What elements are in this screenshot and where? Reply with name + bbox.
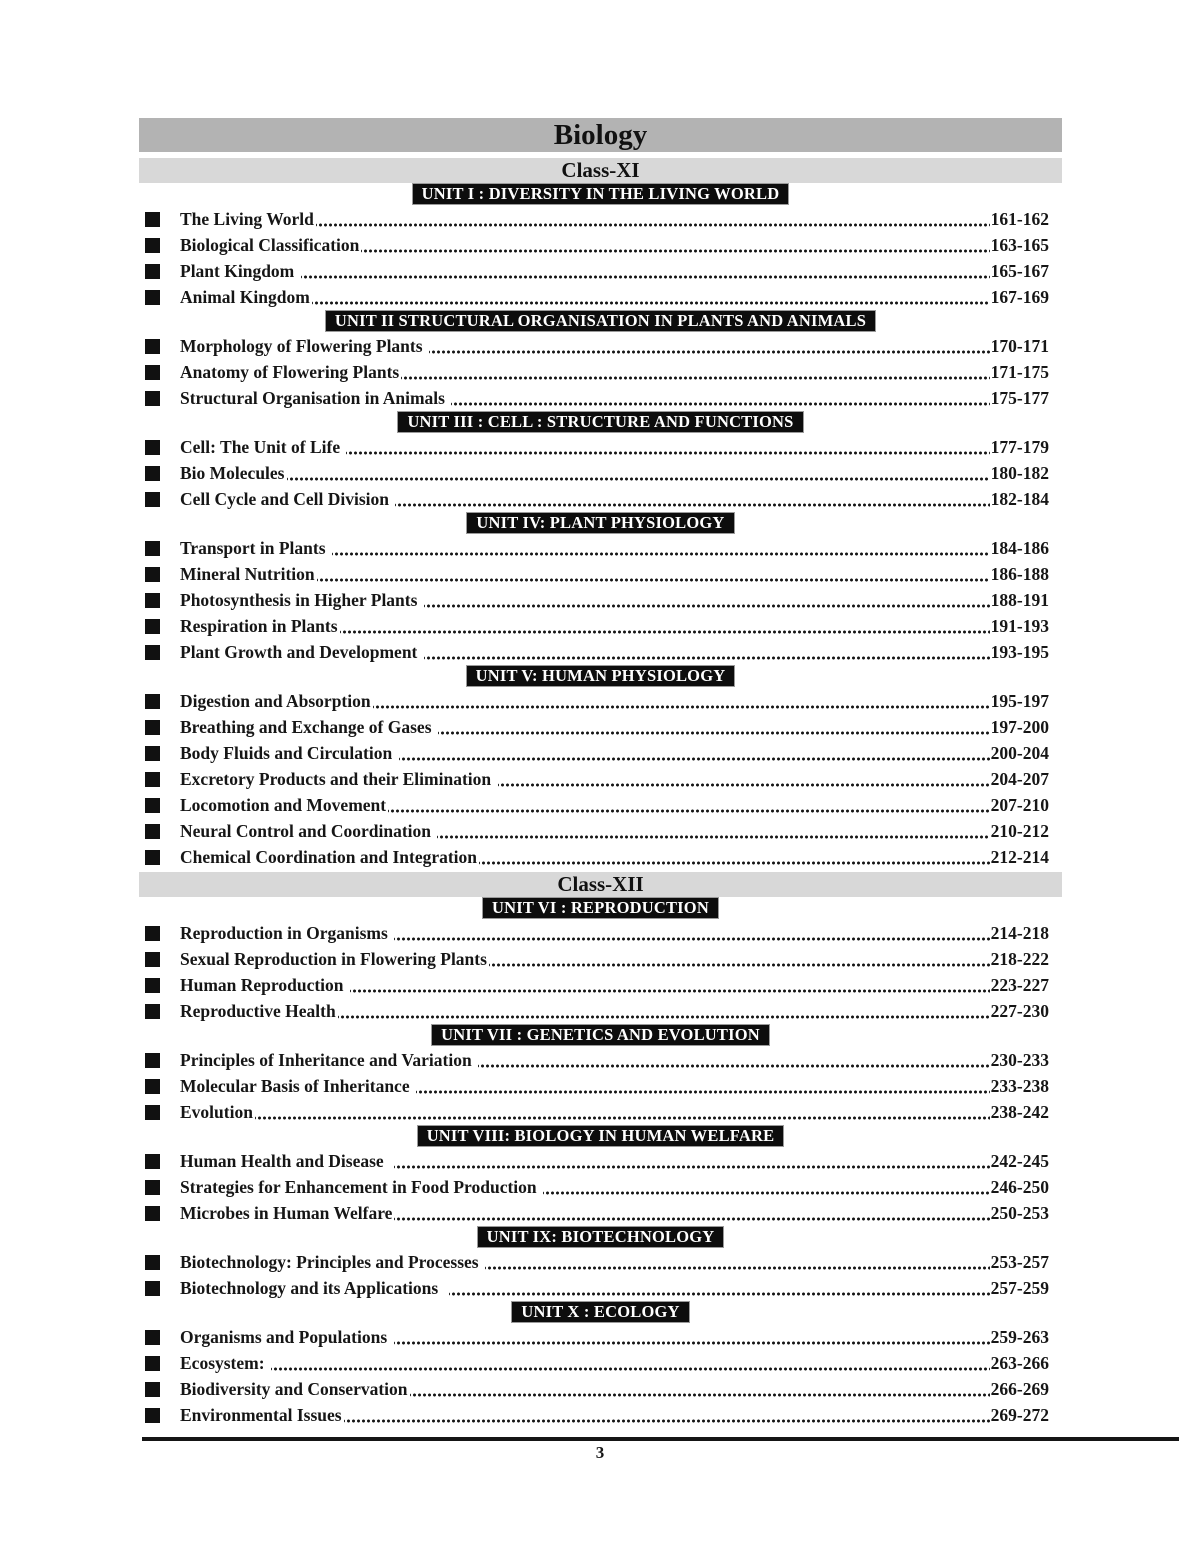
chapter-title: Transport in Plants: [180, 537, 330, 558]
square-bullet-icon: [145, 1105, 160, 1120]
chapter-pages: 238-242: [990, 1101, 1049, 1122]
square-bullet-icon: [145, 492, 160, 507]
square-bullet-icon: [145, 619, 160, 634]
dot-leader: [478, 1047, 990, 1073]
unit-block: [139, 1226, 1062, 1301]
dot-leader: [373, 688, 990, 714]
square-bullet-icon: [145, 952, 160, 967]
unit-chapters: [139, 688, 1062, 870]
square-bullet-icon: [145, 824, 160, 839]
chapter-row: [139, 946, 1062, 972]
chapter-row: [139, 1249, 1062, 1275]
chapter-row: [139, 792, 1062, 818]
chapter-row: [139, 844, 1062, 870]
chapter-title: Biotechnology and its Applications: [180, 1277, 447, 1298]
dot-leader: [332, 535, 990, 561]
dot-leader: [479, 844, 990, 870]
chapter-row: [139, 1148, 1062, 1174]
unit-header-row: [139, 411, 1062, 434]
chapter-pages: 175-177: [990, 387, 1049, 408]
square-bullet-icon: [145, 290, 160, 305]
chapter-row: [139, 972, 1062, 998]
chapter-pages: 171-175: [990, 361, 1049, 382]
chapter-title: Respiration in Plants: [180, 615, 338, 636]
dot-leader: [543, 1174, 990, 1200]
chapter-title: Digestion and Absorption: [180, 690, 371, 711]
unit-header: UNIT VI : REPRODUCTION: [482, 897, 719, 919]
unit-header-row: [139, 897, 1062, 920]
chapter-title: Structural Organisation in Animals: [180, 387, 450, 408]
unit-header-row: [139, 183, 1062, 206]
square-bullet-icon: [145, 466, 160, 481]
dot-leader: [317, 561, 990, 587]
chapter-title: Locomotion and Movement: [180, 794, 387, 815]
chapter-title: Cell: The Unit of Life: [180, 436, 345, 457]
unit-header-row: [139, 512, 1062, 535]
dot-leader: [394, 1148, 989, 1174]
chapter-pages: 177-179: [990, 436, 1049, 457]
chapter-pages: 180-182: [990, 462, 1049, 483]
square-bullet-icon: [145, 1206, 160, 1221]
chapter-row: [139, 359, 1062, 385]
dot-leader: [271, 1350, 990, 1376]
square-bullet-icon: [145, 746, 160, 761]
chapter-title: Cell Cycle and Cell Division: [180, 488, 394, 509]
chapter-pages: 246-250: [990, 1176, 1049, 1197]
square-bullet-icon: [145, 1154, 160, 1169]
unit-block: [139, 183, 1062, 310]
chapter-row: [139, 688, 1062, 714]
unit-header-row: [139, 1226, 1062, 1249]
square-bullet-icon: [145, 541, 160, 556]
dot-leader: [255, 1099, 990, 1125]
square-bullet-icon: [145, 1255, 160, 1270]
chapter-title: Neural Control and Coordination: [180, 820, 436, 841]
square-bullet-icon: [145, 1382, 160, 1397]
dot-leader: [338, 998, 990, 1024]
chapter-pages: 257-259: [990, 1277, 1049, 1298]
chapter-pages: 193-195: [990, 641, 1049, 662]
chapter-title: Bio Molecules: [180, 462, 285, 483]
square-bullet-icon: [145, 339, 160, 354]
chapter-pages: 218-222: [990, 948, 1049, 969]
chapter-row: [139, 1376, 1062, 1402]
unit-chapters: [139, 920, 1062, 1024]
footer-rule: [142, 1437, 1179, 1441]
unit-header: UNIT V: HUMAN PHYSIOLOGY: [466, 665, 736, 687]
dot-leader: [312, 284, 990, 310]
unit-chapters: [139, 1047, 1062, 1125]
unit-header: UNIT IV: PLANT PHYSIOLOGY: [466, 512, 734, 534]
chapter-row: [139, 613, 1062, 639]
dot-leader: [394, 920, 990, 946]
unit-header: UNIT III : CELL : STRUCTURE AND FUNCTIONS: [397, 411, 803, 433]
chapter-pages: 233-238: [990, 1075, 1049, 1096]
dot-leader: [350, 972, 990, 998]
chapter-row: [139, 434, 1062, 460]
chapter-pages: 227-230: [990, 1000, 1049, 1021]
class-band: Class-XII: [139, 872, 1062, 897]
dot-leader: [344, 1402, 990, 1428]
chapter-title: Strategies for Enhancement in Food Production: [180, 1176, 542, 1197]
chapter-row: [139, 1099, 1062, 1125]
dot-leader: [429, 333, 990, 359]
unit-header: UNIT X : ECOLOGY: [511, 1301, 689, 1323]
chapter-row: [139, 1350, 1062, 1376]
unit-block: [139, 1024, 1062, 1125]
chapter-pages: 253-257: [990, 1251, 1049, 1272]
unit-chapters: [139, 1324, 1062, 1428]
unit-block: [139, 897, 1062, 1024]
chapter-title: The Living World: [180, 208, 314, 229]
square-bullet-icon: [145, 567, 160, 582]
square-bullet-icon: [145, 1053, 160, 1068]
chapter-title: Chemical Coordination and Integration: [180, 846, 478, 867]
chapter-row: [139, 1324, 1062, 1350]
chapter-row: [139, 1200, 1062, 1226]
square-bullet-icon: [145, 926, 160, 941]
chapter-row: [139, 1402, 1062, 1428]
units: [139, 183, 1062, 870]
square-bullet-icon: [145, 1408, 160, 1423]
unit-chapters: [139, 535, 1062, 665]
dot-leader: [394, 1200, 989, 1226]
chapter-row: [139, 818, 1062, 844]
chapter-pages: 191-193: [990, 615, 1049, 636]
chapter-pages: 223-227: [990, 974, 1049, 995]
dot-leader: [316, 206, 990, 232]
chapter-row: [139, 284, 1062, 310]
unit-chapters: [139, 434, 1062, 512]
chapter-row: [139, 1047, 1062, 1073]
dot-leader: [346, 434, 989, 460]
square-bullet-icon: [145, 798, 160, 813]
dot-leader: [437, 818, 989, 844]
chapter-row: [139, 714, 1062, 740]
square-bullet-icon: [145, 978, 160, 993]
chapter-pages: 165-167: [990, 260, 1049, 281]
dot-leader: [489, 946, 990, 972]
chapter-title: Mineral Nutrition: [180, 563, 315, 584]
chapter-row: [139, 1275, 1062, 1301]
chapter-row: [139, 333, 1062, 359]
dot-leader: [361, 232, 989, 258]
chapter-title: Reproductive Health: [180, 1000, 336, 1021]
chapter-pages: 263-266: [990, 1352, 1049, 1373]
chapter-row: [139, 740, 1062, 766]
chapter-pages: 186-188: [990, 563, 1049, 584]
chapter-row: [139, 385, 1062, 411]
unit-block: [139, 512, 1062, 665]
chapter-pages: 204-207: [990, 768, 1049, 789]
chapter-title: Morphology of Flowering Plants: [180, 335, 427, 356]
unit-block: [139, 1125, 1062, 1226]
unit-chapters: [139, 1148, 1062, 1226]
chapter-row: [139, 766, 1062, 792]
class-band: Class-XI: [139, 158, 1062, 183]
chapter-pages: 214-218: [990, 922, 1049, 943]
unit-header: UNIT II STRUCTURAL ORGANISATION IN PLANTS AND ANIMALS: [325, 310, 876, 332]
chapter-pages: 269-272: [990, 1404, 1049, 1425]
unit-block: [139, 411, 1062, 512]
chapter-pages: 197-200: [990, 716, 1049, 737]
chapter-row: [139, 206, 1062, 232]
chapter-title: Plant Kingdom: [180, 260, 299, 281]
chapter-pages: 242-245: [990, 1150, 1049, 1171]
chapter-title: Photosynthesis in Higher Plants: [180, 589, 422, 610]
chapter-row: [139, 561, 1062, 587]
chapter-title: Evolution: [180, 1101, 253, 1122]
chapter-row: [139, 1174, 1062, 1200]
unit-header-row: [139, 1125, 1062, 1148]
chapter-pages: 167-169: [990, 286, 1049, 307]
square-bullet-icon: [145, 1079, 160, 1094]
unit-chapters: [139, 1249, 1062, 1301]
unit-block: [139, 665, 1062, 870]
dot-leader: [416, 1073, 990, 1099]
dot-leader: [424, 639, 990, 665]
square-bullet-icon: [145, 1004, 160, 1019]
dot-leader: [399, 740, 990, 766]
chapter-title: Excretory Products and their Elimination: [180, 768, 496, 789]
chapter-row: [139, 460, 1062, 486]
chapter-title: Microbes in Human Welfare: [180, 1202, 393, 1223]
chapter-title: Reproduction in Organisms: [180, 922, 393, 943]
chapter-title: Breathing and Exchange of Gases: [180, 716, 436, 737]
chapter-title: Animal Kingdom: [180, 286, 310, 307]
chapter-row: [139, 998, 1062, 1024]
dot-leader: [498, 766, 990, 792]
dot-leader: [301, 258, 990, 284]
square-bullet-icon: [145, 440, 160, 455]
book-title-band: Biology: [139, 118, 1062, 152]
dot-leader: [287, 460, 990, 486]
chapter-title: Ecosystem:: [180, 1352, 269, 1373]
square-bullet-icon: [145, 694, 160, 709]
square-bullet-icon: [145, 1356, 160, 1371]
square-bullet-icon: [145, 1281, 160, 1296]
dot-leader: [424, 587, 990, 613]
square-bullet-icon: [145, 264, 160, 279]
dot-leader: [438, 714, 990, 740]
dot-leader: [410, 1376, 990, 1402]
dot-leader: [485, 1249, 990, 1275]
chapter-pages: 170-171: [990, 335, 1049, 356]
unit-header: UNIT I : DIVERSITY IN THE LIVING WORLD: [412, 183, 790, 205]
dot-leader: [340, 613, 990, 639]
unit-header-row: [139, 665, 1062, 688]
square-bullet-icon: [145, 720, 160, 735]
chapter-row: [139, 920, 1062, 946]
chapter-title: Human Health and Disease: [180, 1150, 393, 1171]
unit-header-row: [139, 1024, 1062, 1047]
chapter-pages: 266-269: [990, 1378, 1049, 1399]
dot-leader: [394, 1324, 990, 1350]
unit-chapters: [139, 333, 1062, 411]
chapter-title: Biological Classification: [180, 234, 360, 255]
dot-leader: [451, 385, 989, 411]
chapter-row: [139, 232, 1062, 258]
dot-leader: [449, 1275, 990, 1301]
square-bullet-icon: [145, 772, 160, 787]
square-bullet-icon: [145, 593, 160, 608]
unit-header: UNIT VII : GENETICS AND EVOLUTION: [431, 1024, 770, 1046]
chapter-pages: 230-233: [990, 1049, 1049, 1070]
unit-header: UNIT VIII: BIOLOGY IN HUMAN WELFARE: [417, 1125, 785, 1147]
chapter-title: Anatomy of Flowering Plants: [180, 361, 400, 382]
chapter-pages: 182-184: [990, 488, 1049, 509]
chapter-title: Body Fluids and Circulation: [180, 742, 397, 763]
unit-block: [139, 310, 1062, 411]
unit-chapters: [139, 206, 1062, 310]
chapter-pages: 259-263: [990, 1326, 1049, 1347]
chapter-pages: 195-197: [990, 690, 1049, 711]
footer-page-number: 3: [595, 1443, 605, 1462]
chapter-title: Sexual Reproduction in Flowering Plants: [180, 948, 487, 969]
chapter-pages: 163-165: [990, 234, 1049, 255]
unit-header-row: [139, 1301, 1062, 1324]
square-bullet-icon: [145, 212, 160, 227]
chapter-title: Organisms and Populations: [180, 1326, 392, 1347]
chapter-row: [139, 639, 1062, 665]
chapter-row: [139, 535, 1062, 561]
chapter-row: [139, 258, 1062, 284]
square-bullet-icon: [145, 1180, 160, 1195]
units: [139, 897, 1062, 1428]
chapter-pages: 250-253: [990, 1202, 1049, 1223]
chapter-pages: 188-191: [990, 589, 1049, 610]
dot-leader: [388, 792, 990, 818]
toc-content: [139, 118, 1062, 1428]
toc-sections: [139, 158, 1062, 1428]
chapter-title: Biotechnology: Principles and Processes: [180, 1251, 483, 1272]
chapter-title: Human Reproduction: [180, 974, 348, 995]
chapter-pages: 184-186: [990, 537, 1049, 558]
chapter-title: Plant Growth and Development: [180, 641, 422, 662]
class-section: [139, 158, 1062, 870]
unit-header: UNIT IX: BIOTECHNOLOGY: [477, 1226, 725, 1248]
unit-block: [139, 1301, 1062, 1428]
dot-leader: [401, 359, 989, 385]
square-bullet-icon: [145, 238, 160, 253]
square-bullet-icon: [145, 645, 160, 660]
square-bullet-icon: [145, 365, 160, 380]
chapter-pages: 161-162: [990, 208, 1049, 229]
unit-header-row: [139, 310, 1062, 333]
chapter-pages: 210-212: [990, 820, 1049, 841]
class-section: [139, 872, 1062, 1428]
chapter-pages: 207-210: [990, 794, 1049, 815]
square-bullet-icon: [145, 1330, 160, 1345]
chapter-pages: 212-214: [990, 846, 1049, 867]
chapter-row: [139, 486, 1062, 512]
square-bullet-icon: [145, 850, 160, 865]
chapter-row: [139, 587, 1062, 613]
chapter-title: Principles of Inheritance and Variation: [180, 1049, 477, 1070]
square-bullet-icon: [145, 391, 160, 406]
chapter-row: [139, 1073, 1062, 1099]
chapter-title: Environmental Issues: [180, 1404, 342, 1425]
chapter-title: Molecular Basis of Inheritance: [180, 1075, 414, 1096]
chapter-title: Biodiversity and Conservation: [180, 1378, 408, 1399]
chapter-pages: 200-204: [990, 742, 1049, 763]
dot-leader: [395, 486, 989, 512]
